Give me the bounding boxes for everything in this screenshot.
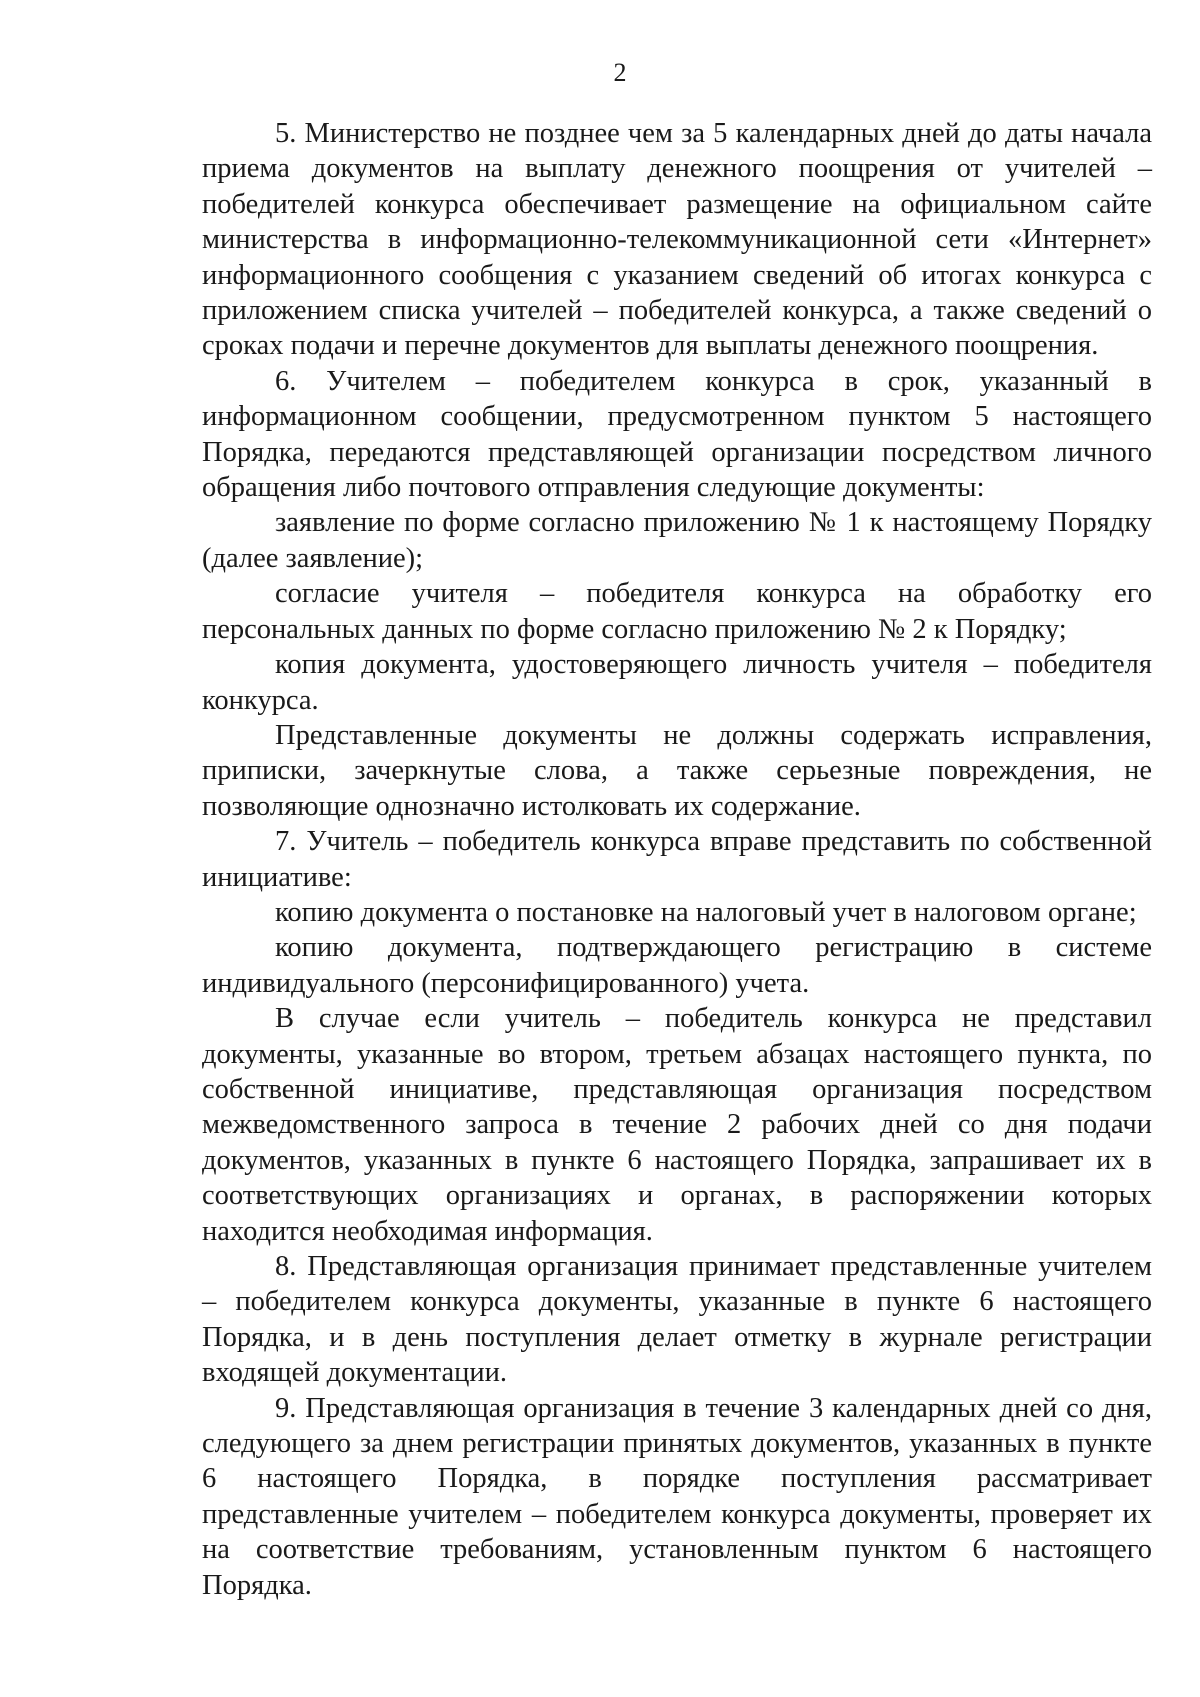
paragraph-item-6: 6. Учителем – победителем конкурса в срок, указанный в информационном сообщении, предусмотренном пунктом 5 настоящего Порядка, передаются представляющей организации посредством личного обращения либо почтового отправления следующие документы: <box>202 365 1152 504</box>
paragraph-item-8: 8. Представляющая организация принимает представленные учителем – победителем конкурса документы, указанные в пункте 6 настоящего Порядка, и в день поступления делает отметку в журнале регистрации входящей документации. <box>202 1251 1152 1389</box>
paragraph-item-7: 7. Учитель – победитель конкурса вправе представить по собственной инициативе: <box>202 826 1152 893</box>
page-number: 2 <box>613 58 627 87</box>
paragraph-item-9: 9. Представляющая организация в течение 3 календарных дней со дня, следующего за днем регистрации принятых документов, указанных в пункте 6 настоящего Порядка, в порядке поступления рассматривает представленные учителем – победителем конкурса документы, проверяет их на соответствие требованиям, установленным пунктом 6 настоящего Порядка. <box>202 1392 1152 1601</box>
paragraph-tax-registration-copy: копию документа о постановке на налоговый учет в налоговом органе; <box>275 896 1137 928</box>
document-body <box>202 116 1152 1603</box>
paragraph-document-requirements: Представленные документы не должны содержать исправления, приписки, зачеркнутые слова, а также серьезные повреждения, не позволяющие однозначно истолковать их содержание. <box>202 719 1152 822</box>
paragraph-identity-copy: копия документа, удостоверяющего личность учителя – победителя конкурса. <box>202 649 1152 716</box>
paragraph-item-5: 5. Министерство не позднее чем за 5 календарных дней до даты начала приема документов на выплату денежного поощрения от учителей – победителей конкурса обеспечивает размещение на официальном сайте министерства в информационно-телекоммуникационной сети «Интернет» информационного сообщения с указанием сведений об итогах конкурса с приложением списка учителей – победителей конкурса, а также сведений о сроках подачи и перечне документов для выплаты денежного поощрения. <box>202 118 1152 362</box>
paragraph-application: заявление по форме согласно приложению № 1 к настоящему Порядку (далее заявление); <box>202 507 1152 574</box>
paragraph-consent: согласие учителя – победителя конкурса на обработку его персональных данных по форме согласно приложению № 2 к Порядку; <box>202 578 1152 645</box>
paragraph-personalized-account-copy: копию документа, подтверждающего регистрацию в системе индивидуального (персонифицированного) учета. <box>202 932 1152 999</box>
paragraph-interagency-request: В случае если учитель – победитель конкурса не представил документы, указанные во втором, третьем абзацах настоящего пункта, по собственной инициативе, представляющая организация посредством межведомственного запроса в течение 2 рабочих дней со дня подачи документов, указанных в пункте 6 настоящего Порядка, запрашивает их в соответствующих организациях и органах, в распоряжении которых находится необходимая информация. <box>202 1003 1152 1247</box>
